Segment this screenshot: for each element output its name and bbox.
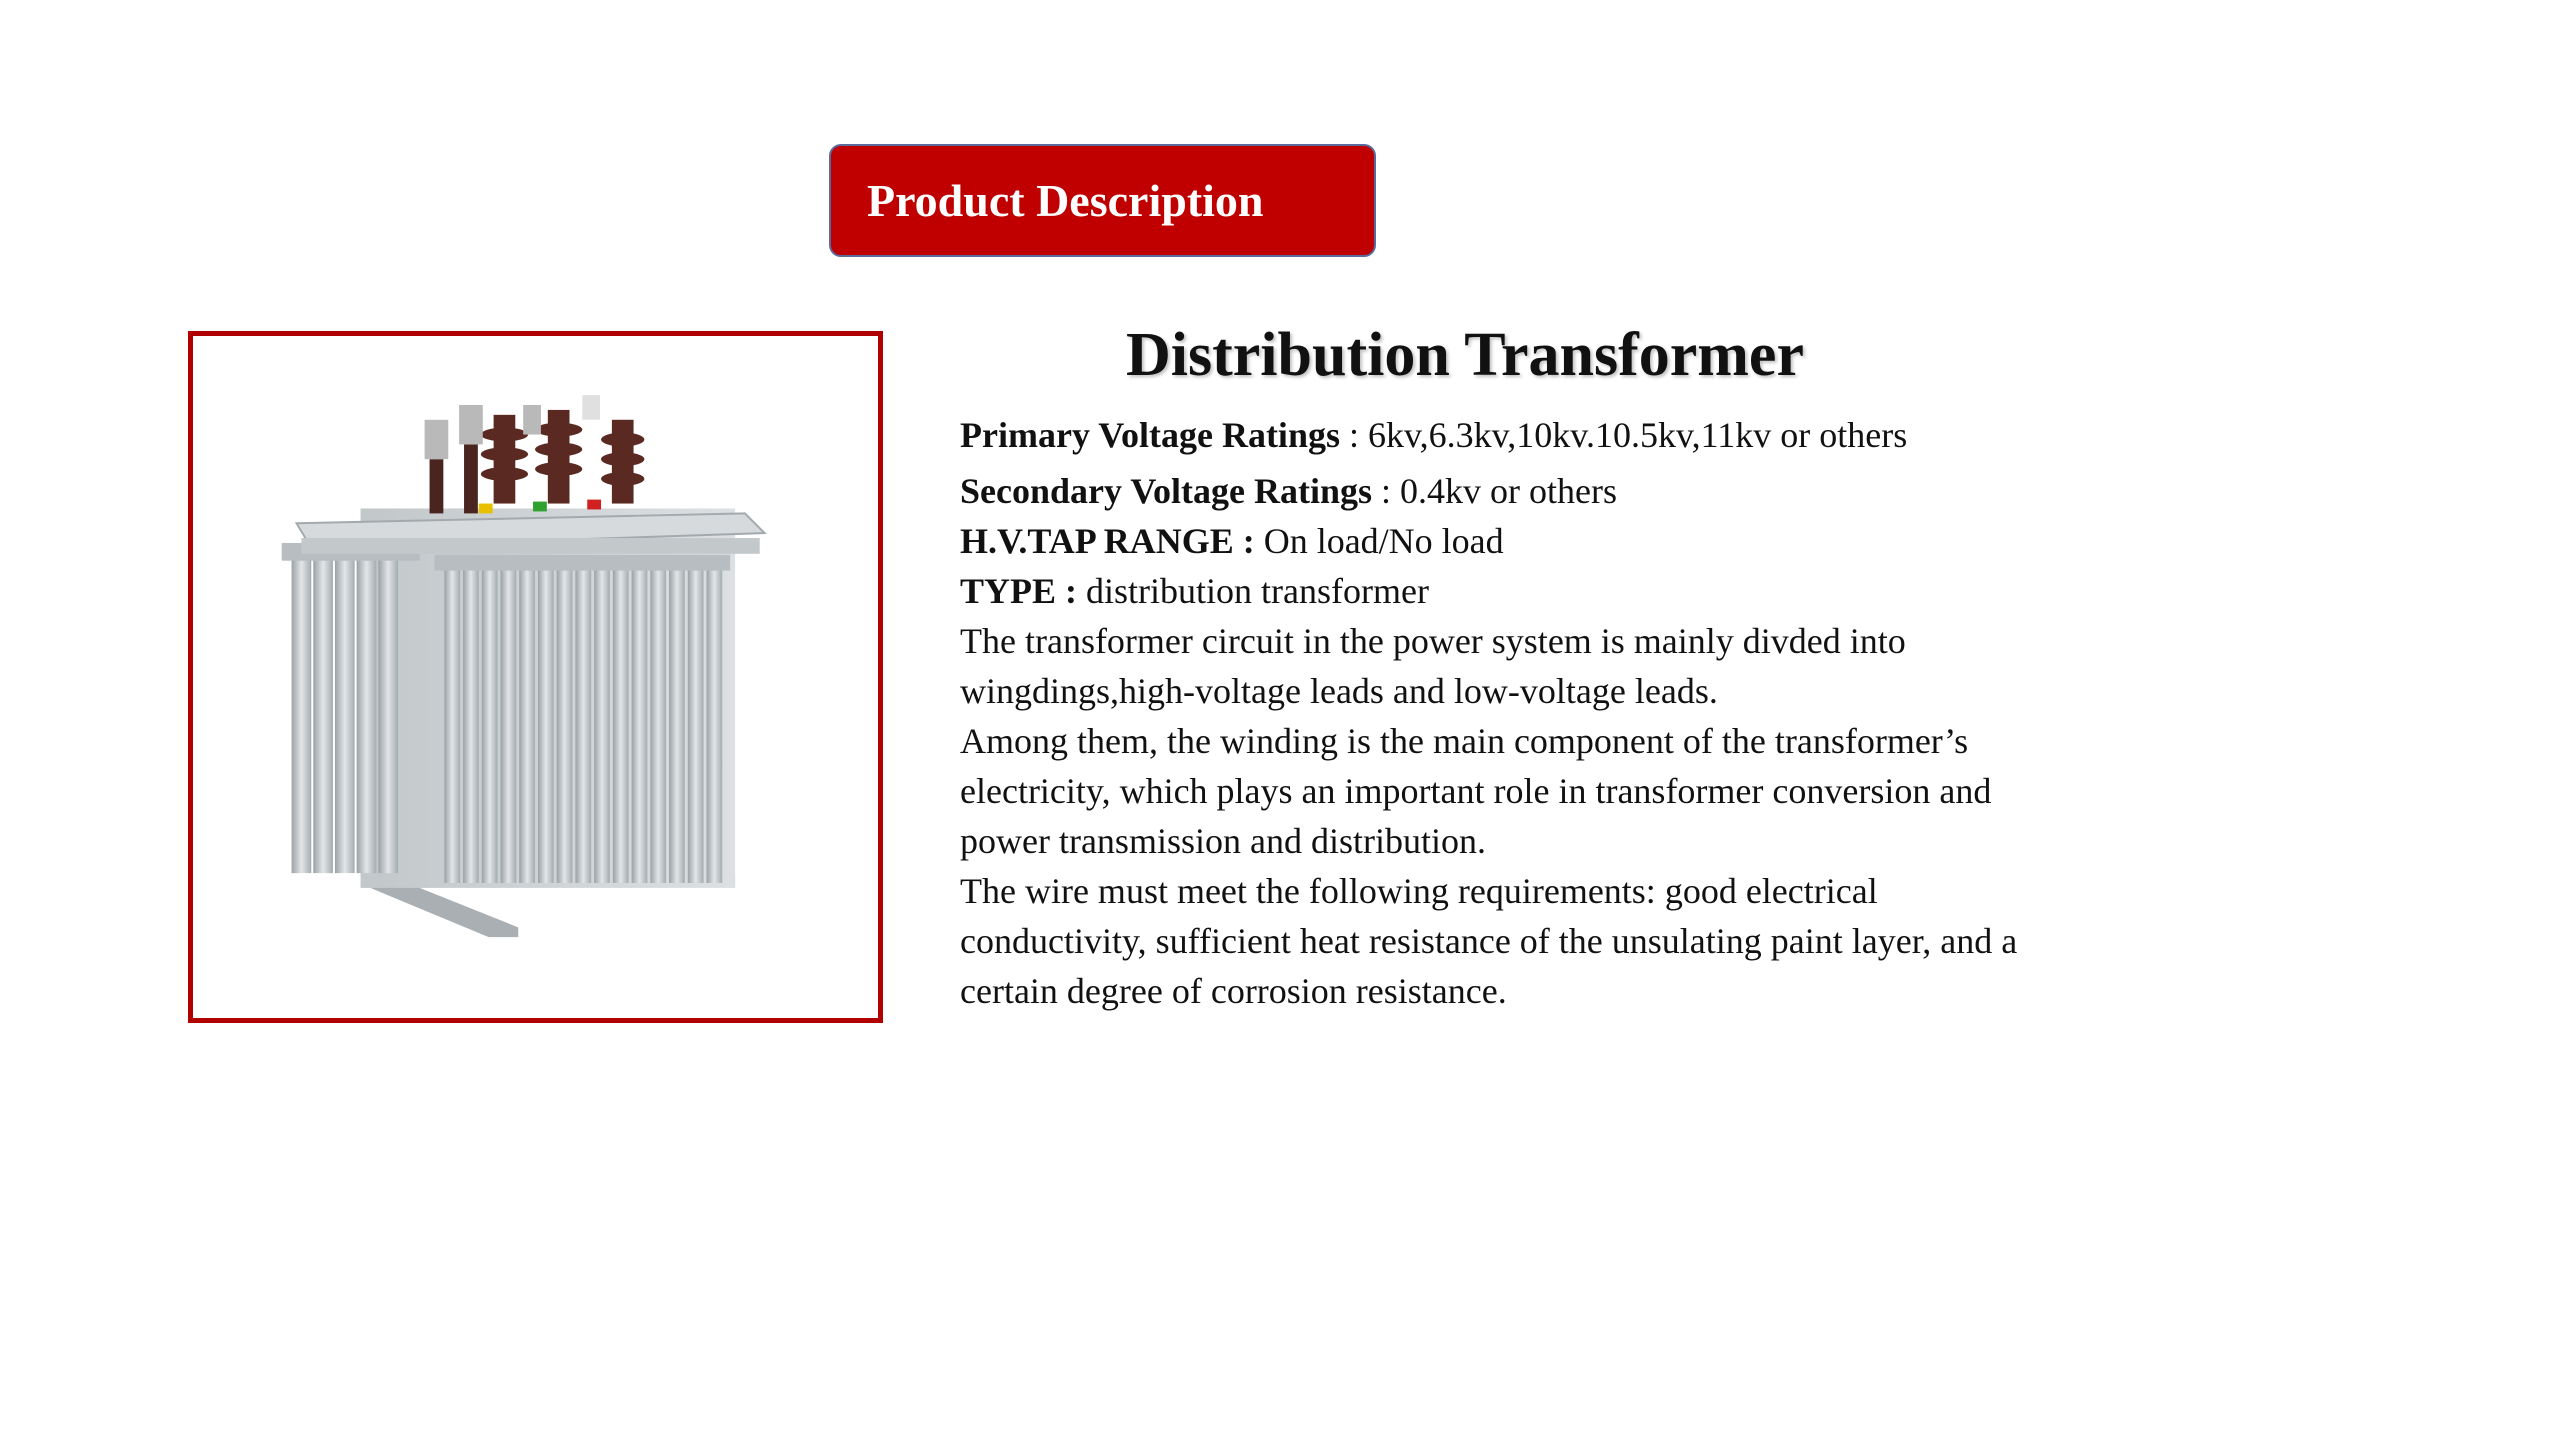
description-paragraph: Among them, the winding is the main component of the transformer’s electricity, which plays an important role in transformer conversion and power transmission and distribution. (960, 721, 1992, 861)
spec-value: On load/No load (1263, 521, 1504, 561)
spec-separator (1255, 521, 1264, 561)
hv-bushings (481, 410, 645, 504)
spec-separator: : (1372, 471, 1401, 511)
spec-separator: : (1339, 415, 1368, 455)
description-paragraph: The transformer circuit in the power system is mainly divded into wingdings,high-voltage leads and low-voltage leads. (960, 621, 1906, 711)
spec-label: TYPE : (960, 571, 1077, 611)
spec-label: Secondary Voltage Ratings (960, 471, 1373, 511)
spec-value: 6kv,6.3kv,10kv.10.5kv,11kv or others (1367, 415, 1908, 455)
product-details (960, 410, 2060, 1016)
description-paragraph: The wire must meet the following requirements: good electrical conductivity, sufficient heat resistance of the unsulating paint layer, and a certain degree of corrosion resistance. (960, 871, 2018, 1011)
spec-label: H.V.TAP RANGE : (960, 521, 1255, 561)
spec-row-tap-range (960, 516, 2060, 566)
spec-value: 0.4kv or others (1400, 471, 1618, 511)
spec-separator (1077, 571, 1086, 611)
spec-value: distribution transformer (1086, 571, 1429, 611)
spec-row-type (960, 566, 2060, 616)
section-badge (829, 144, 1376, 257)
spec-row-secondary-voltage (960, 466, 2060, 516)
front-radiator (444, 568, 722, 883)
left-radiator (292, 558, 398, 873)
section-badge-label: Product Description (867, 175, 1264, 226)
spec-label: Primary Voltage Ratings (960, 415, 1340, 455)
product-title: Distribution Transformer (1126, 321, 1804, 389)
spec-row-primary-voltage (960, 410, 2060, 460)
product-image-frame (188, 331, 883, 1023)
transformer-image (193, 336, 878, 1018)
